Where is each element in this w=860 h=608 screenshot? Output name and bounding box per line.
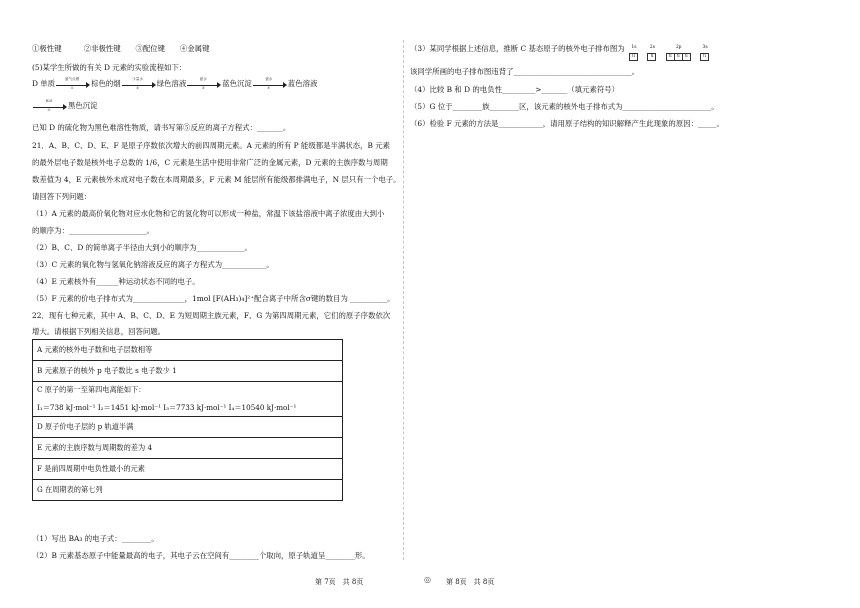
page-footer-8: 第 8页 共 8页 [446,578,495,586]
q21-line-2: 的最外层电子数是核外电子总数的 1/6，C 元素是生活中使用非常广泛的金属元素，D 元素的主族序数与周期 [32,158,388,167]
page-divider [403,40,404,560]
flow-arrow-5: H₂S ⑤ [33,103,67,110]
q6-line: （6）检验 F 元素的方法是____________，请用原子结构的知识解释产生此现象的原因：_____。 [410,119,724,128]
orbital-2s: 2s ⇅ [648,45,656,61]
bond-types-options: ①极性键 ②非极性键 ③配位键 ④金属键 [32,44,210,53]
flow-step-3: 蓝色沉淀 [222,79,252,88]
q4-line: （4）比较 B 和 D 的电负性_________>_______（填元素符号） [410,85,620,94]
experiment-flow [32,76,318,90]
table-row: F 是前四周期中电负性最小的元素 [33,459,343,480]
flow-start: D 单质 [32,79,56,88]
q21-sub-1b: 的顺序为：_____________________。 [32,226,154,235]
experiment-flow-line2 [32,98,98,112]
q22-sub-2: （2）B 元素基态原子中能量最高的电子，其电子云在空间有________个取向，原子轨道呈________形。 [32,551,370,560]
q21-sub-2: （2）B、C、D 的简单离子半径由大到小的顺序为_____________。 [32,243,252,252]
page-8 [405,0,860,608]
q21-line-3: 数差值为 4，E 元素核外未成对电子数在本周期最多，F 元素 M 能层所有能级都排满电子，N 层只有一个电子。 [32,175,401,184]
flow-arrow-1: 氯气点燃 ① [56,81,90,88]
table-row-c-ionization: I₁＝738 kJ·mol⁻¹ I₂＝1451 kJ·mol⁻¹ I₃＝7733 kJ·mol⁻¹ I₄＝10540 kJ·mol⁻¹ [37,403,297,412]
table-row: G 在周期表的第七列 [33,480,343,501]
flow-arrow-4: 氨水 ④ [253,81,287,88]
orbital-2p: 2p ⇅ ⇅ ⇅ [667,45,691,61]
q21-line-4: 请回答下列问题： [32,192,92,201]
q22-line-2: 增大。请根据下列相关信息，回答问题。 [32,327,166,336]
q21-sub-5: （5）F 元素的价电子排布式为______________，1mol [F(AH₃)₄]²⁺配合离子中所含σ键的数目为 __________。 [32,294,395,303]
table-row-c-title: C 原子的第一至第四电离能如下： [37,385,146,394]
flow-arrow-3: 氨水 ③ [187,81,221,88]
flow-arrow-2: 少量水 ② [122,81,156,88]
q21-sub-1a: （1）A 元素的最高价氧化物对应水化物和它的氢化物可以形成一种盐，常温下该盐溶液中离子浓度由大到小 [32,209,385,218]
table-row [33,382,343,417]
q5-question: 已知 D 的硫化物为黑色难溶性物质，请书写第⑤反应的离子方程式：_______。 [32,123,291,132]
orbital-3s: 3s ⇅ [701,45,709,61]
table-row: E 元素的主族序数与周期数的差为 4 [33,438,343,459]
table-row: B 元素原子的核外 p 电子数比 s 电子数少 1 [33,361,343,382]
q5-line: （5）G 位于________族________区，该元素的核外电子排布式为________________________。 [410,102,719,111]
flow-step-2: 绿色溶液 [156,79,187,88]
binding-mark-icon: ◎ [424,575,431,584]
flow-step-1: 棕色的烟 [91,79,121,88]
q3-line [410,45,709,61]
q3-line-2: 该同学所画的电子排布图违背了________________________________。 [410,67,640,76]
q5-intro: (5)某学生所做的有关 D 元素的实验流程如下： [32,63,187,72]
page-7 [0,0,405,608]
q21-sub-4: （4）E 元素核外有______种运动状态不同的电子。 [32,277,200,286]
q22-sub-1: （1）写出 BA₃ 的电子式：________。 [32,534,159,543]
q21-sub-3: （3）C 元素的氧化物与氢氧化钠溶液反应的离子方程式为____________。 [32,260,274,269]
q21-line-1: 21．A、B、C、D、E、F 是原子序数依次增大的前四周期元素。A 元素的所有 P 能级都是半满状态，B 元素 [32,141,391,150]
table-row: D 原子价电子层的 p 轨道半满 [33,417,343,438]
page-footer-7: 第 7页 共 8页 [315,578,364,586]
q3-text: （3）某同学根据上述信息，推断 C 基态原子的核外电子排布图为 [410,44,625,53]
flow-step-5: 黑色沉淀 [68,101,98,110]
element-info-table [32,339,343,501]
q22-line-1: 22．现有七种元素，其中 A、B、C、D、E 为短周期主族元素，F、G 为第四周期元素，它们的原子序数依次 [32,311,391,320]
orbital-1s: 1s ⇅ [630,45,638,61]
flow-step-4: 蓝色溶液 [287,79,318,88]
table-row: A 元素的核外电子数和电子层数相等 [33,340,343,361]
